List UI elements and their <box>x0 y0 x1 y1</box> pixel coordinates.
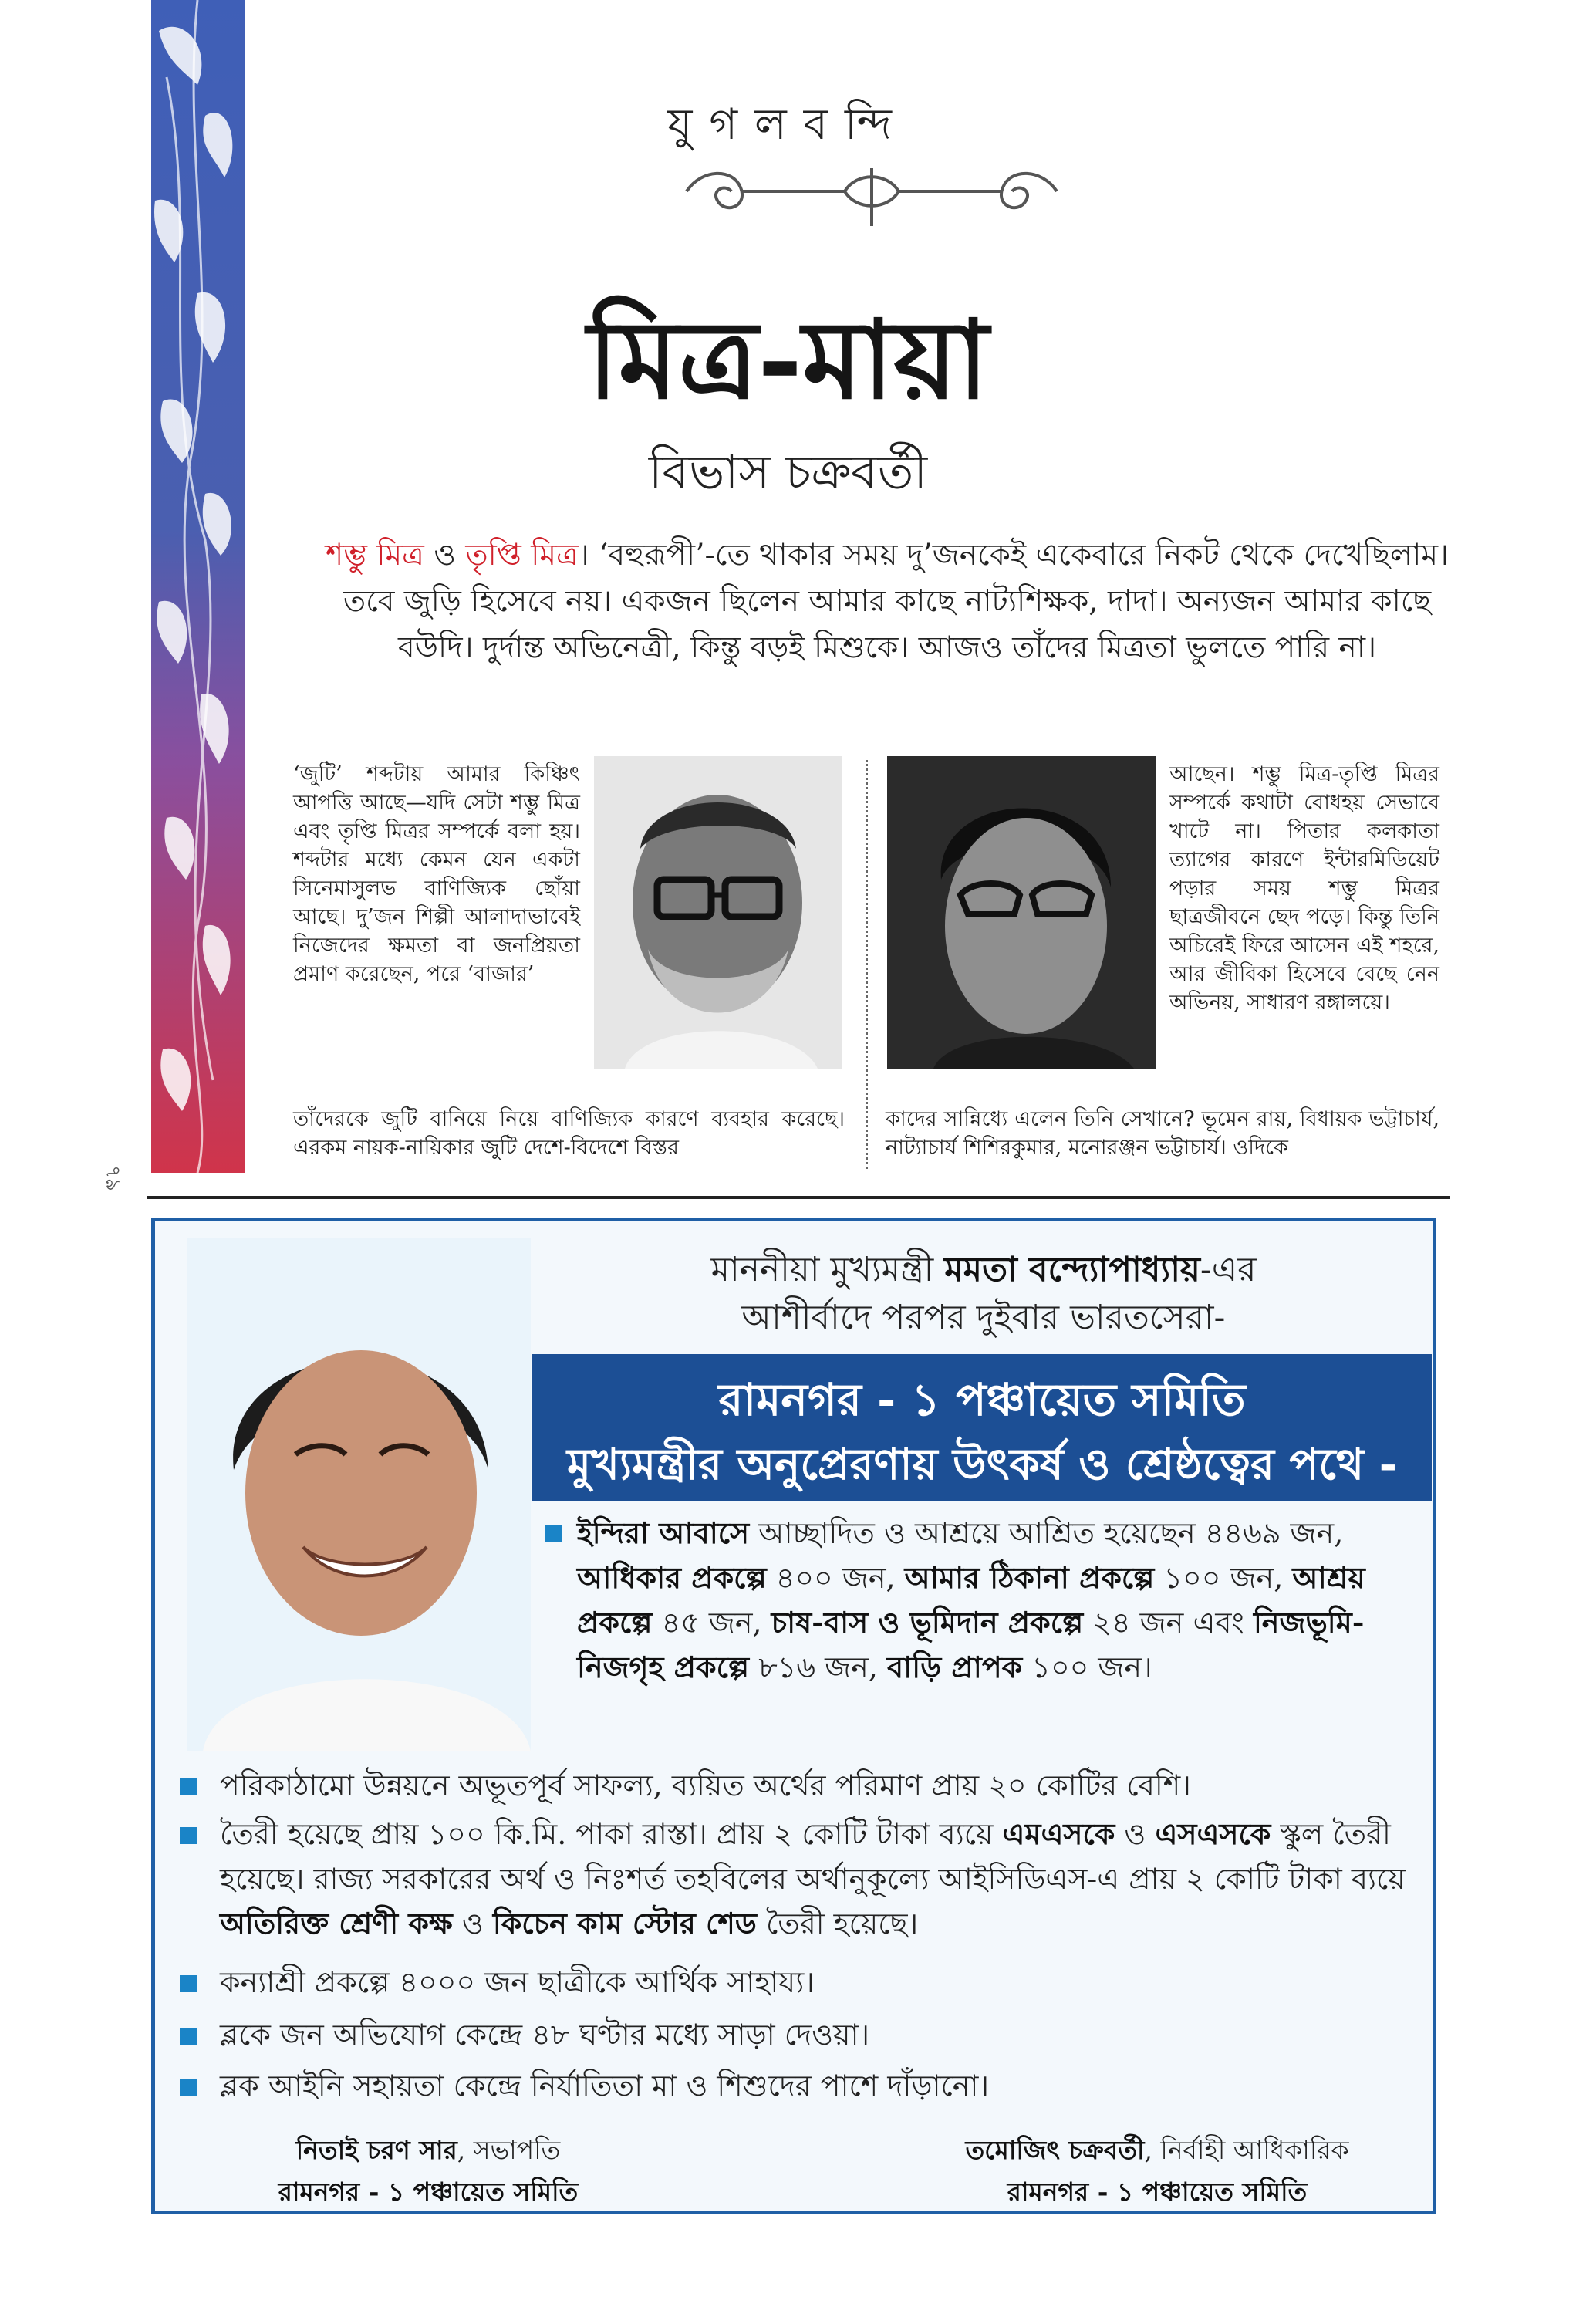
flourish-ornament <box>671 153 1072 230</box>
keyword: আশ্রয় প্রকল্পে <box>577 1560 1365 1640</box>
bullet-text-4: কন্যাশ্রী প্রকল্পে ৪০০০ জন ছাত্রীকে আর্থিক সাহায্য। <box>220 1965 815 1999</box>
signature-right-name: তমোজিৎ চক্রবর্তী <box>965 2135 1145 2165</box>
text: স্কুল তৈরী হয়েছে। রাজ্য সরকারের অর্থ ও নিঃশর্ত তহবিলের অর্থানুকূল্যে আইসিডিএস-এ প্রায় ২ কোটি টাকা ব্যয়ে <box>220 1817 1406 1896</box>
keyword: নিজভূমি-নিজগৃহ প্রকল্পে <box>577 1605 1365 1684</box>
bullet-icon <box>180 1975 197 1992</box>
bullet-icon <box>180 2028 197 2045</box>
column-divider <box>866 760 868 1169</box>
keyword: এসএসকে <box>1155 1816 1271 1851</box>
signature-left <box>197 2130 660 2213</box>
ad-headline-prefix: মাননীয়া মুখ্যমন্ত্রী <box>710 1250 945 1289</box>
text: ১০০ জন। <box>1022 1650 1152 1684</box>
article-column-left-top: ‘জুটি’ শব্দটায় আমার কিঞ্চিৎ আপত্তি আছে—যদি সেটা শম্ভু মিত্র এবং তৃপ্তি মিত্রর সম্পর্কে বলা হয়। শব্দটার মধ্যে কেমন যেন একটা সিনেমাসুলভ বাণিজ্যিক ছোঁয়া আছে। দু’জন শিল্পী আলাদাভাবেই নিজেদের ক্ষমতা বা জনপ্রিয়তা প্রমাণ করেছেন, পরে ‘বাজার’ <box>293 762 580 986</box>
signature-left-name-line <box>197 2130 660 2171</box>
text: ৪৫ জন, <box>652 1606 771 1640</box>
signature-left-role: , সভাপতি <box>457 2135 561 2165</box>
series-title: যুগলবন্দি <box>667 100 909 150</box>
text: ৪০০ জন, <box>766 1561 905 1595</box>
ad-headline-suffix: -এর <box>1200 1250 1257 1289</box>
ad-banner-subtitle: মুখ্যমন্ত্রীর অনুপ্রেরণায় উৎকর্ষ ও শ্রেষ্ঠত্বের পথে - <box>567 1439 1397 1490</box>
keyword: কিচেন কাম স্টোর শেড <box>492 1906 757 1941</box>
signature-left-org <box>197 2171 660 2213</box>
bullet-icon <box>180 1827 197 1844</box>
signature-right-role: , নির্বাহী আধিকারিক <box>1144 2135 1349 2165</box>
keyword: এমএসকে <box>1002 1816 1115 1851</box>
bullet-icon <box>180 1778 197 1795</box>
article-title: মিত্র-মায়া <box>587 297 989 424</box>
bullet-text-1 <box>577 1511 1418 1690</box>
article-column-right-bottom: কাদের সান্নিধ্যে এলেন তিনি সেখানে? ভূমেন রায়, বিধায়ক ভট্টাচার্য, নাট্যাচার্য শিশিরকুমার, মনোরঞ্জন ভট্টাচার্য। ওদিকে <box>886 1107 1439 1160</box>
keyword: বাড়ি প্রাপক <box>887 1650 1023 1684</box>
keyword: আধিকার প্রকল্পে <box>577 1560 767 1595</box>
text: ও <box>1115 1817 1156 1851</box>
signature-right-org <box>895 2171 1419 2213</box>
article-intro <box>324 532 1450 671</box>
portrait-tripti-mitra <box>887 756 1156 1069</box>
signature-left-org-text: রামনগর - ১ পঞ্চায়েত সমিতি <box>278 2177 579 2207</box>
decorative-side-band <box>151 0 245 1173</box>
bullet-text-3 <box>220 1812 1416 1946</box>
keyword: আমার ঠিকানা প্রকল্পে <box>904 1560 1155 1595</box>
article-column-right-top: আছেন। শম্ভু মিত্র-তৃপ্তি মিত্রর সম্পর্কে কথাটা বোধহয় সেভাবে খাটে না। পিতার কলকাতা ত্যাগের কারণে ইন্টারমিডিয়েট পড়ার সময় শম্ভু মিত্রর ছাত্রজীবনে ছেদ পড়ে। কিন্তু তিনি অচিরেই ফিরে আসেন এই শহরে, আর জীবিকা হিসেবে বেছে নেন অভিনয়, সাধারণ রঙ্গালয়ে। <box>1169 762 1439 1015</box>
portrait-mamata-banerjee <box>187 1238 531 1751</box>
bullet-text-6: ব্লক আইনি সহায়তা কেন্দ্রে নির্যাতিতা মা ও শিশুদের পাশে দাঁড়ানো। <box>220 2069 990 2103</box>
text: তৈরী হয়েছে। <box>756 1907 919 1941</box>
bullet-icon <box>180 2079 197 2096</box>
article-column-left-bottom: তাঁদেরকে জুটি বানিয়ে নিয়ে বাণিজ্যিক কারণে ব্যবহার করেছে। এরকম নায়ক-নায়িকার জুটি দেশে-বিদেশে বিস্তর <box>293 1107 845 1160</box>
ad-headline-line-2: আশীর্বাদে পরপর দুইবার ভারতসেরা- <box>741 1298 1226 1337</box>
keyword: চাষ-বাস ও ভূমিদান প্রকল্পে <box>771 1605 1084 1640</box>
intro-text: । ‘বহুরূপী’-তে থাকার সময় দু’জনকেই একেবারে নিকট থেকে দেখেছিলাম। তবে জুড়ি হিসেবে নয়। একজন ছিলেন আমার কাছে নাট্যশিক্ষক, দাদা। অন্যজন আমার কাছে বউদি। দুর্দান্ত অভিনেত্রী, কিন্তু বড়ই মিশুকে। আজও তাঁদের মিত্রতা ভুলতে পারি না। <box>343 538 1449 665</box>
text: ও <box>452 1907 493 1941</box>
intro-name-2: তৃপ্তি মিত্র <box>465 538 579 573</box>
page-number: ৭৯ <box>100 1165 124 1191</box>
intro-and: ও <box>424 538 466 573</box>
ad-headline-name: মমতা বন্দ্যোপাধ্যায় <box>944 1250 1200 1289</box>
bullet-text-5: ব্লকে জন অভিযোগ কেন্দ্রে ৪৮ ঘণ্টার মধ্যে সাড়া দেওয়া। <box>220 2018 870 2052</box>
text: আচ্ছাদিত ও আশ্রয়ে আশ্রিত হয়েছেন ৪৪৬৯ জন, <box>749 1516 1344 1550</box>
section-divider <box>147 1196 1450 1199</box>
signature-right <box>895 2130 1419 2213</box>
keyword: ইন্দিরা আবাসে <box>577 1515 750 1550</box>
bullet-text-2: পরিকাঠামো উন্নয়নে অভূতপূর্ব সাফল্য, ব্যয়িত অর্থের পরিমাণ প্রায় ২০ কোটির বেশি। <box>220 1768 1191 1802</box>
author-byline: বিভাস চক্রবর্তী <box>648 444 928 500</box>
intro-name-1: শম্ভু মিত্র <box>326 538 424 573</box>
text: ২৪ জন এবং <box>1083 1606 1254 1640</box>
text: তৈরী হয়েছে প্রায় ১০০ কি.মি. পাকা রাস্তা। প্রায় ২ কোটি টাকা ব্যয়ে <box>220 1817 1003 1851</box>
keyword: অতিরিক্ত শ্রেণী কক্ষ <box>220 1906 453 1941</box>
portrait-sambhu-mitra <box>594 756 842 1069</box>
ad-banner-title: রামনগর - ১ পঞ্চায়েত সমিতি <box>718 1373 1246 1426</box>
ad-headline-line-1 <box>532 1246 1435 1294</box>
signature-left-name: নিতাই চরণ সার <box>295 2135 457 2165</box>
bullet-icon <box>545 1525 562 1542</box>
signature-right-name-line <box>895 2130 1419 2171</box>
text: ৮১৬ জন, <box>749 1650 888 1684</box>
text: ১০০ জন, <box>1154 1561 1293 1595</box>
ad-headline <box>532 1246 1435 1342</box>
signature-right-org-text: রামনগর - ১ পঞ্চায়েত সমিতি <box>1007 2177 1308 2207</box>
